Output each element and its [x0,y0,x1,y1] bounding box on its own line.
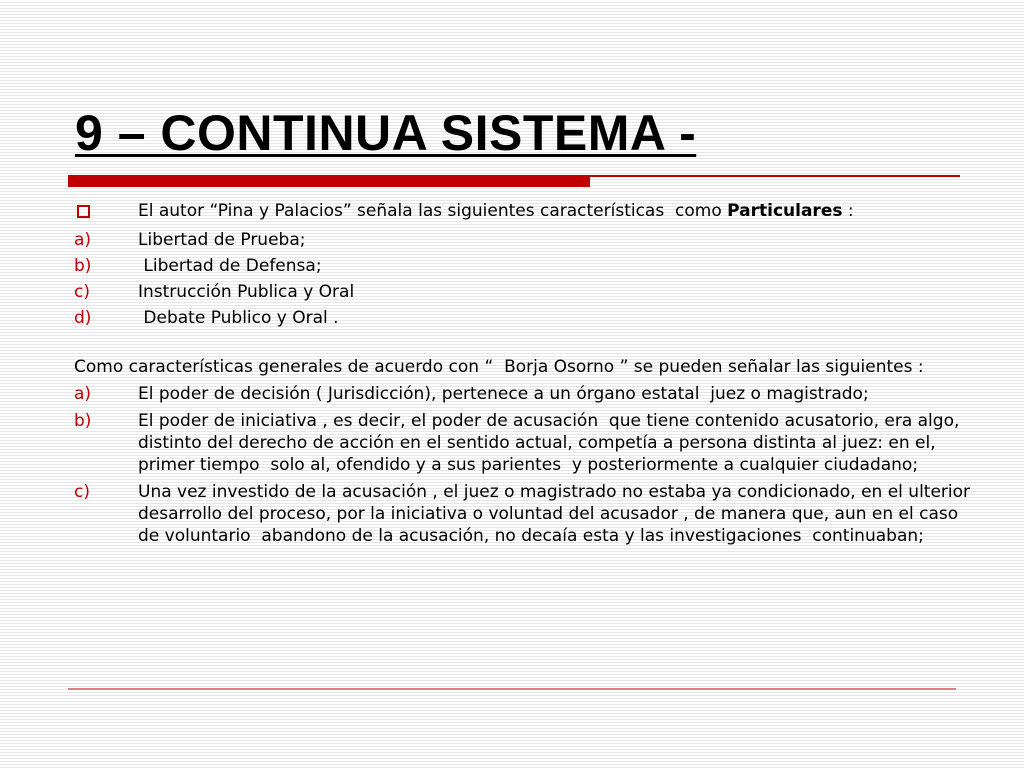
list-item-text: Libertad de Prueba; [138,230,306,250]
list-item-general-b [74,410,974,476]
title-underline-thin [590,175,960,177]
list-item-text: Una vez investido de la acusación , el juez o magistrado no estaba ya condicionado, en el ulterior desarrollo del proceso, por la iniciativa o voluntad del acusador , de manera que, aun en el caso de voluntario abandono de la acusación, no decaía esta y las investigaciones continuaban; [138,482,976,546]
list-item-text: Debate Publico y Oral . [138,308,339,328]
list-item-particular-d [74,307,974,329]
intro-lead: El autor “Pina y Palacios” señala las siguientes características como [138,201,728,221]
intro-suffix: : [842,201,854,221]
list-marker: c) [74,282,90,302]
list-item-general-c [74,481,974,547]
list-marker: b) [74,256,92,276]
list-item-text: El poder de decisión ( Jurisdicción), pertenece a un órgano estatal juez o magistrado; [138,384,869,404]
footer-divider [68,688,956,690]
list-item-particular-a [74,229,974,251]
list-marker: a) [74,230,92,250]
slide-content [74,200,974,547]
slide-title: 9 – CONTINUA SISTEMA - [75,105,697,161]
general-intro-text: Como características generales de acuerdo con “ Borja Osorno ” se pueden señalar las siguientes : [74,357,924,377]
title-underline-thick [68,175,590,187]
intro-marker [74,200,138,224]
list-item-text: Instrucción Publica y Oral [138,282,355,302]
intro-text [138,200,974,222]
list-item-text: Libertad de Defensa; [138,256,322,276]
list-marker: d) [74,308,92,328]
list-marker: c) [74,482,90,502]
list-item-particular-c [74,281,974,303]
list-marker: b) [74,411,92,431]
list-marker: a) [74,384,92,404]
list-item-particular-b [74,255,974,277]
list-item-general-a [74,383,974,405]
intro-bold: Particulares [727,201,843,221]
intro-row [74,200,974,224]
list-item-text: El poder de iniciativa , es decir, el poder de acusación que tiene contenido acusatorio, era algo, distinto del derecho de acción en el sentido actual, competía a persona distinta al juez: en el, primer tiempo solo al, ofendido y a sus parientes y posteriormente a cualquier ciudadano; [138,411,965,475]
hollow-square-bullet-icon [77,205,90,218]
